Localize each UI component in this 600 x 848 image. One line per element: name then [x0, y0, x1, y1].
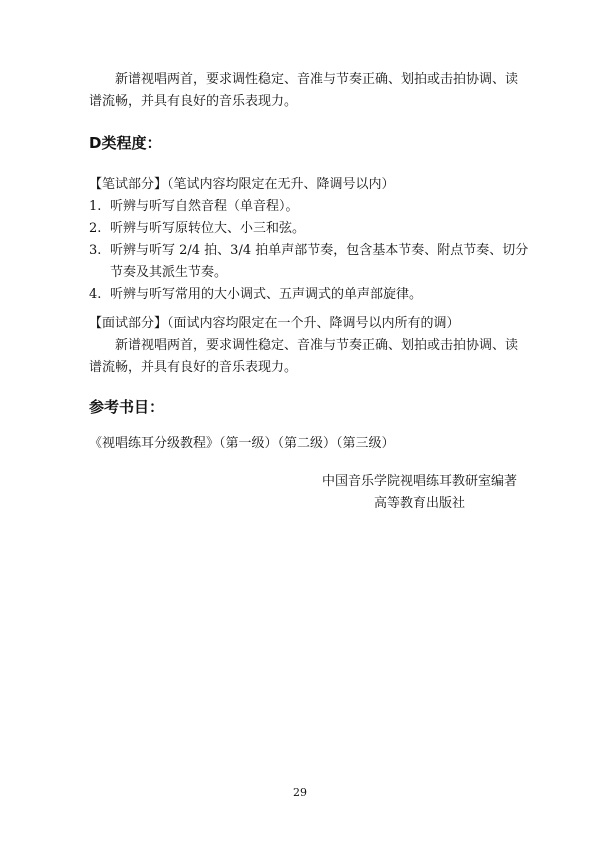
list-item-number: 4. — [89, 287, 102, 302]
list-item-text: 听辨与听写 2/4 拍、3/4 拍单声部节奏，包含基本节奏、附点节奏、切分节奏及其派生节奏。 — [110, 243, 529, 280]
written-exam-note: （笔试内容均限定在无升、降调号以内） — [167, 177, 395, 192]
references-heading: 参考书目： — [89, 398, 165, 416]
oral-exam-header — [89, 313, 460, 335]
page-number: 29 — [293, 786, 307, 799]
list-item-number: 1. — [89, 199, 102, 214]
intro-paragraph: 新谱视唱两首，要求调性稳定、音准与节奏正确、划拍或击拍协调、读谱流畅，并具有良好的音乐表现力。 — [89, 72, 519, 109]
reference-author: 中国音乐学院视唱练耳教研室编著 — [322, 474, 518, 489]
oral-exam-paragraph: 新谱视唱两首，要求调性稳定、音准与节奏正确、划拍或击拍协调、读谱流畅，并具有良好的音乐表现力。 — [89, 338, 519, 375]
oral-exam-note: （面试内容均限定在一个升、降调号以内所有的调） — [167, 316, 460, 331]
written-exam-header — [89, 174, 395, 196]
oral-exam-label: 【面试部分】 — [89, 316, 168, 331]
section-d-heading: D类程度： — [89, 134, 162, 152]
list-item — [89, 218, 529, 240]
list-item-number: 2. — [89, 221, 102, 236]
list-item-text: 听辨与听写常用的大小调式、五声调式的单声部旋律。 — [110, 287, 423, 302]
reference-book-title: 《视唱练耳分级教程》（第一级）（第二级）（第三级） — [89, 436, 395, 451]
reference-publisher: 高等教育出版社 — [374, 496, 466, 511]
list-item-number: 3. — [89, 243, 102, 258]
written-exam-label: 【笔试部分】 — [89, 177, 168, 192]
list-item-text: 听辨与听写原转位大、小三和弦。 — [110, 221, 306, 236]
list-item — [89, 240, 529, 284]
list-item — [89, 196, 529, 218]
list-item — [89, 284, 529, 306]
written-exam-list — [89, 196, 529, 306]
list-item-text: 听辨与听写自然音程（单音程）。 — [110, 199, 299, 214]
